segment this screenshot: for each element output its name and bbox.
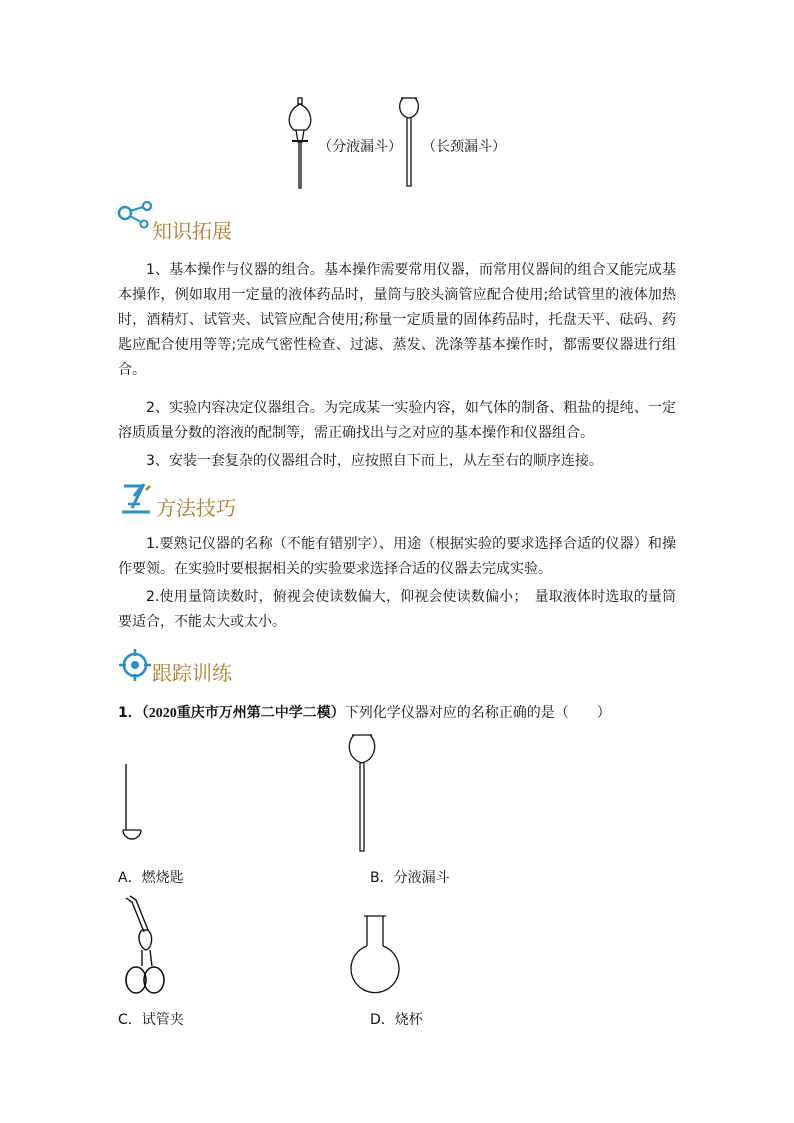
knowledge-paragraph-2: 2、实验内容决定仪器组合。为完成某一实验内容，如气体的制备、粗盐的提纯、一定溶质质量分数的溶液的配制等，需正确找出与之对应的基本操作和仪器组合。 bbox=[118, 400, 676, 441]
long-neck-funnel-figure bbox=[395, 94, 423, 190]
question-source: （2020重庆市万州第二中学二模） bbox=[141, 706, 345, 721]
share-nodes-icon bbox=[118, 200, 154, 228]
option-c[interactable]: C．试管夹 bbox=[118, 1012, 184, 1028]
option-a[interactable]: A．燃烧匙 bbox=[118, 870, 184, 886]
target-icon bbox=[118, 648, 152, 682]
long-neck-funnel-label: （长颈漏斗） bbox=[422, 139, 506, 155]
method-paragraph-1: 1.要熟记仪器的名称（不能有错别字）、用途（根据实验的要求选择合适的仪器）和操作要领。在实验时要根据相关的实验要求选择合适的仪器去完成实验。 bbox=[118, 536, 676, 577]
microscope-icon bbox=[118, 482, 154, 516]
knowledge-paragraph-3: 3、安装一套复杂的仪器组合时，应按照自下而上，从左至右的顺序连接。 bbox=[146, 453, 603, 469]
separatory-funnel-label: （分液漏斗） bbox=[318, 139, 402, 155]
separatory-funnel-figure bbox=[280, 96, 320, 192]
option-d-round-flask-image bbox=[348, 914, 402, 996]
method-title: 方法技巧 bbox=[156, 496, 236, 520]
method-paragraph-2: 2.使用量筒读数时，俯视会使读数偏大，仰视会使读数偏小； 量取液体时选取的量筒要适合，不能太大或太小。 bbox=[118, 589, 676, 630]
knowledge-paragraph-1: 1、基本操作与仪器的组合。基本操作需要常用仪器，而常用仪器间的组合又能完成基本操作，例如取用一定量的液体药品时，量筒与胶头滴管应配合使用;给试管里的液体加热时，酒精灯、试管夹、试管应配合使用;称量一定质量的固体药品时，托盘天平、砝码、药匙应配合使用等等;完成气密性检查、过滤、蒸发、洗涤等基本操作时，都需要仪器进行组合。 bbox=[118, 262, 676, 378]
option-a-combustion-spoon-image bbox=[118, 764, 142, 848]
question-number: 1． bbox=[118, 705, 142, 721]
knowledge-title: 知识拓展 bbox=[152, 219, 232, 243]
option-d[interactable]: D．烧杯 bbox=[370, 1012, 423, 1028]
option-c-test-tube-clamp-image bbox=[120, 896, 168, 1000]
question-1-stem bbox=[118, 702, 611, 722]
option-b-funnel-image bbox=[346, 733, 378, 855]
question-text: 下列化学仪器对应的名称正确的是（ ） bbox=[344, 705, 611, 721]
option-b[interactable]: B．分液漏斗 bbox=[370, 870, 450, 886]
practice-title: 跟踪训练 bbox=[152, 661, 232, 685]
